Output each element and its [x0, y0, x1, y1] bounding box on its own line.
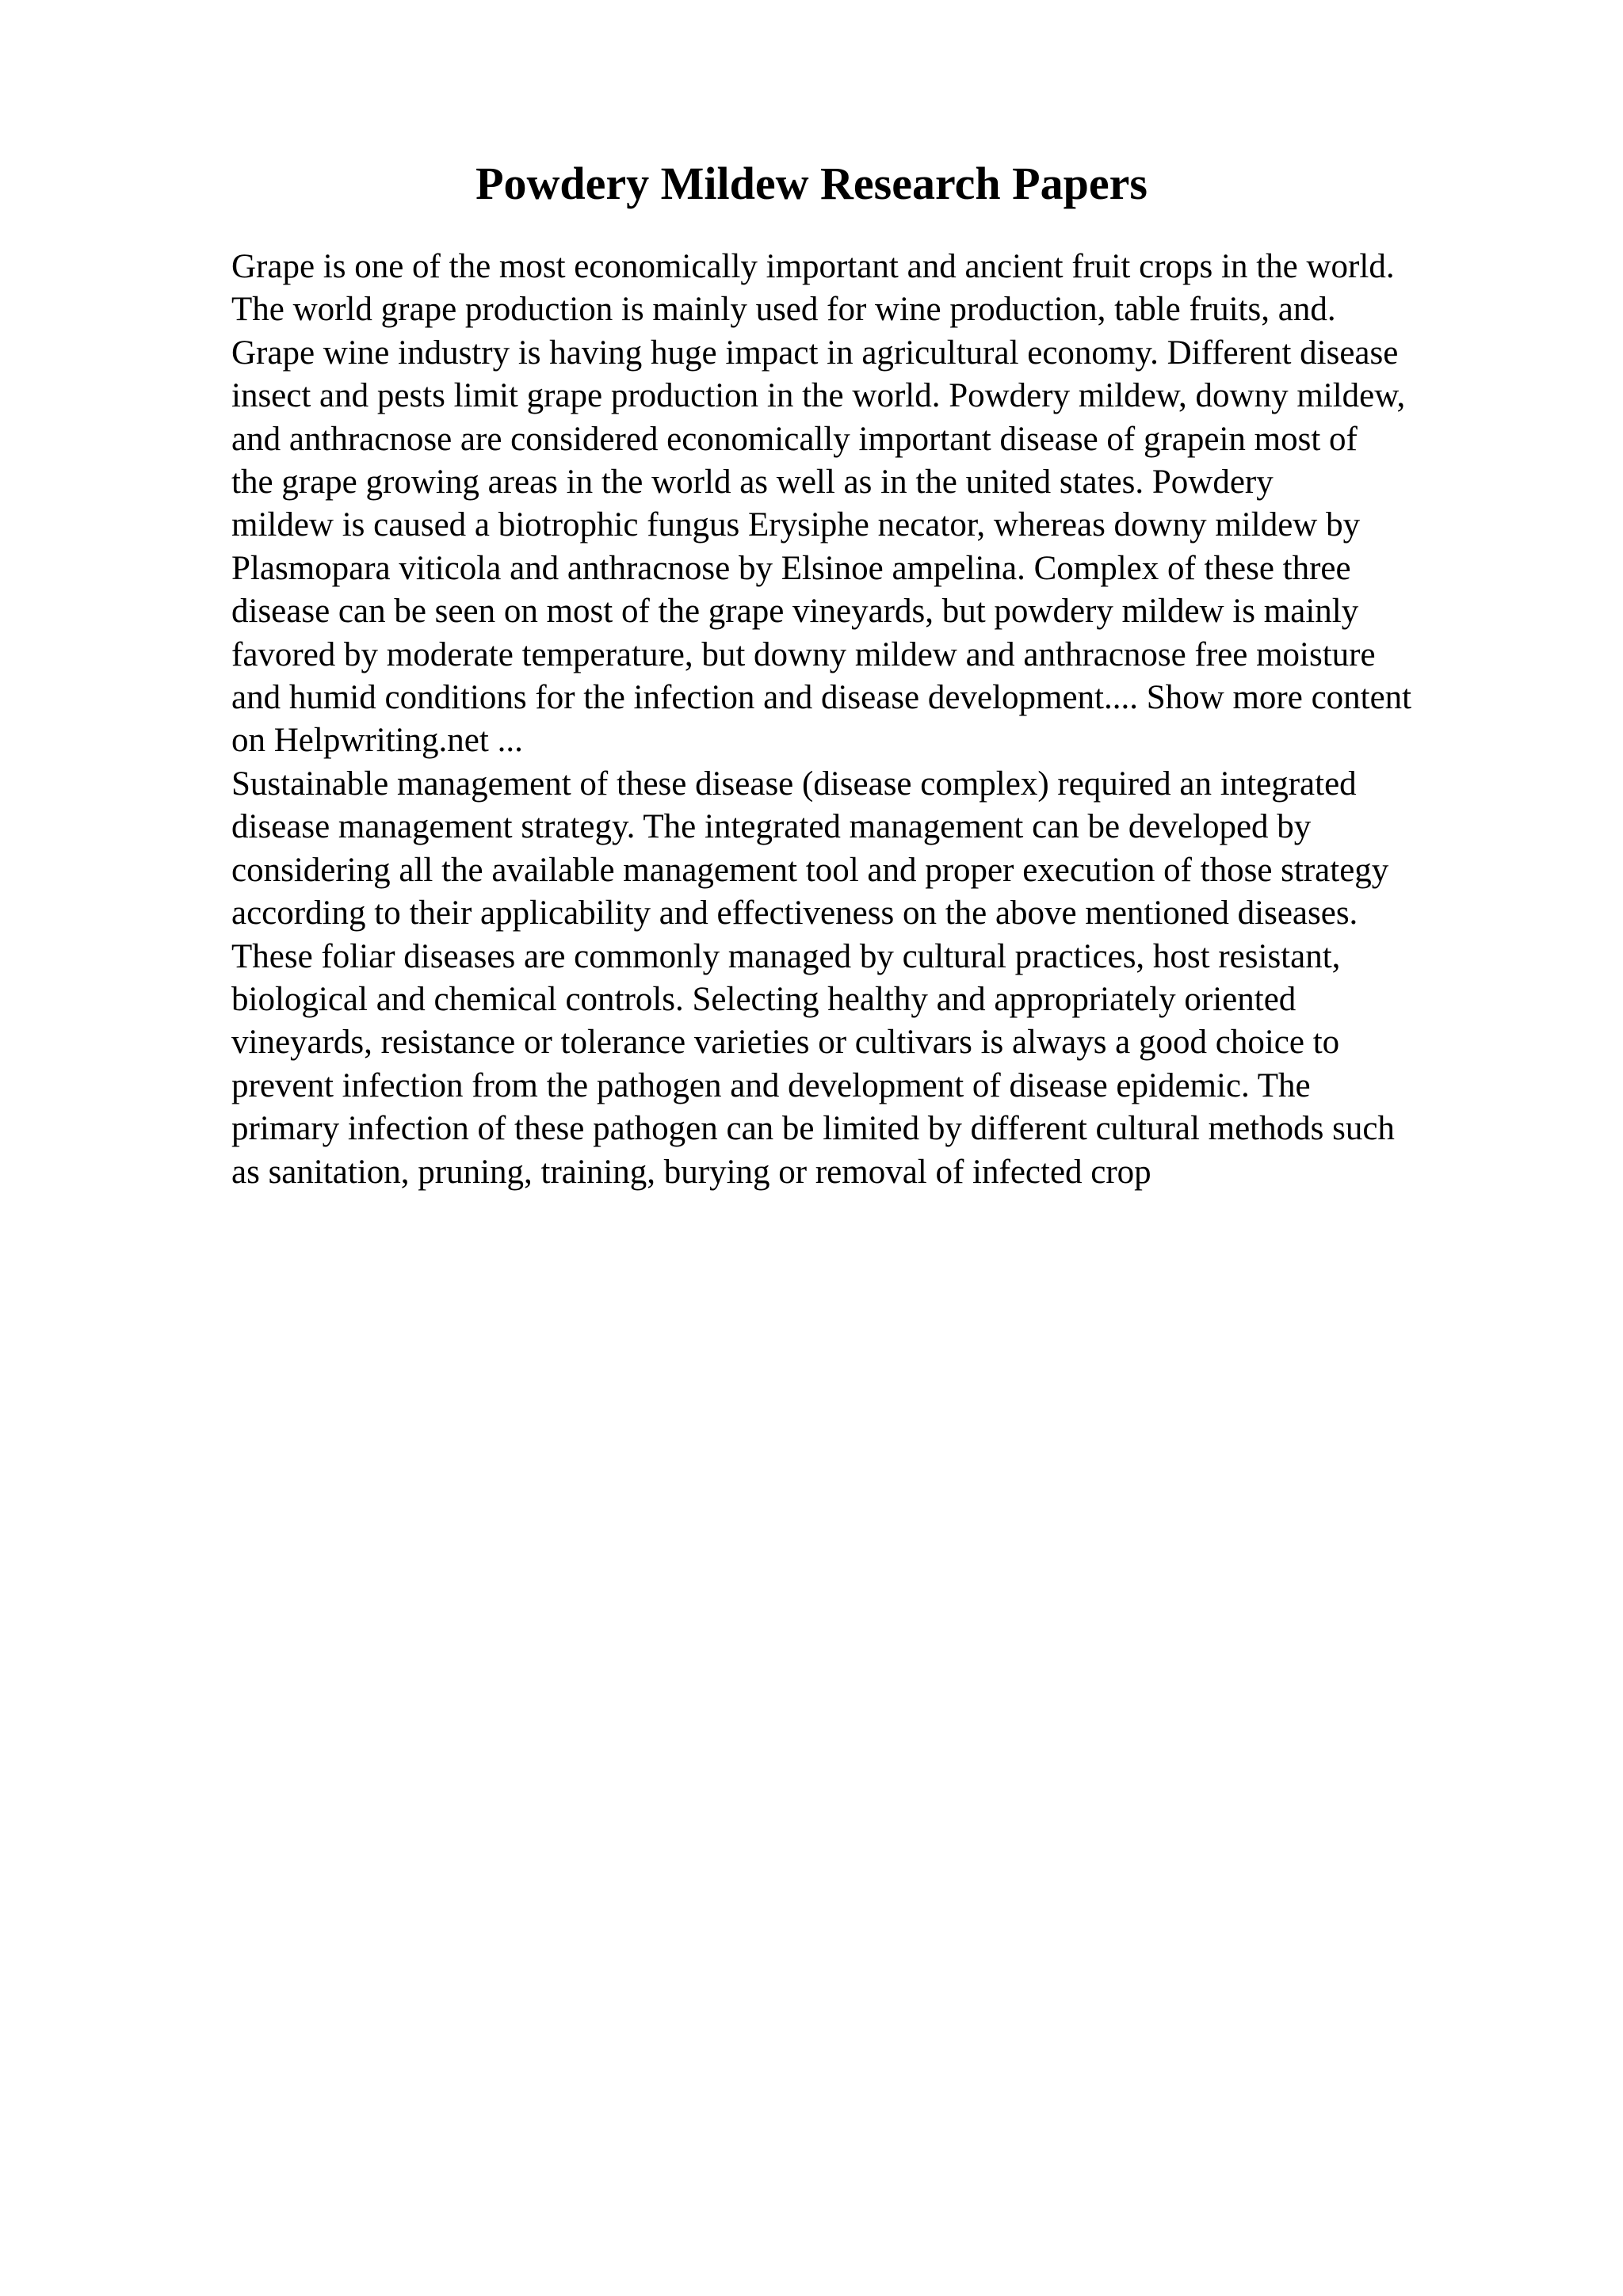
- text-line: and humid conditions for the infection and disease development.... Show more content: [231, 679, 1412, 717]
- text-line: primary infection of these pathogen can be limited by different cultural methods such: [231, 1110, 1395, 1148]
- text-line: as sanitation, pruning, training, burying or removal of infected crop: [231, 1153, 1151, 1191]
- text-line: disease can be seen on most of the grape vineyards, but powdery mildew is mainly: [231, 593, 1359, 631]
- text-line: prevent infection from the pathogen and development of disease epidemic. The: [231, 1066, 1311, 1104]
- text-line: and anthracnose are considered economically important disease of grapein most of: [231, 420, 1358, 458]
- body-text: [231, 246, 1610, 1194]
- text-line: The world grape production is mainly used for wine production, table fruits, and.: [231, 291, 1336, 329]
- text-line: considering all the available management tool and proper execution of those strategy: [231, 851, 1389, 889]
- text-line: These foliar diseases are commonly managed by cultural practices, host resistant,: [231, 937, 1341, 975]
- text-line: on Helpwriting.net ...: [231, 722, 523, 760]
- text-line: disease management strategy. The integrated management can be developed by: [231, 808, 1312, 846]
- text-line: favored by moderate temperature, but downy mildew and anthracnose free moisture: [231, 635, 1376, 673]
- text-line: Grape is one of the most economically important and ancient fruit crops in the world.: [231, 248, 1395, 285]
- text-line: biological and chemical controls. Selecting healthy and appropriately oriented: [231, 980, 1296, 1018]
- text-line: according to their applicability and effectiveness on the above mentioned diseases.: [231, 894, 1358, 933]
- text-line: vineyards, resistance or tolerance varieties or cultivars is always a good choice to: [231, 1024, 1340, 1062]
- text-line: Plasmopara viticola and anthracnose by Elsinoe ampelina. Complex of these three: [231, 549, 1351, 587]
- text-line: Grape wine industry is having huge impact in agricultural economy. Different disease: [231, 334, 1399, 372]
- text-line: insect and pests limit grape production in the world. Powdery mildew, downy mildew,: [231, 377, 1406, 415]
- text-line: Sustainable management of these disease (disease complex) required an integrated: [231, 765, 1357, 803]
- page-title: Powdery Mildew Research Papers: [475, 158, 1148, 209]
- text-line: mildew is caused a biotrophic fungus Erysiphe necator, whereas downy mildew by: [231, 506, 1361, 544]
- text-line: the grape growing areas in the world as well as in the united states. Powdery: [231, 463, 1274, 502]
